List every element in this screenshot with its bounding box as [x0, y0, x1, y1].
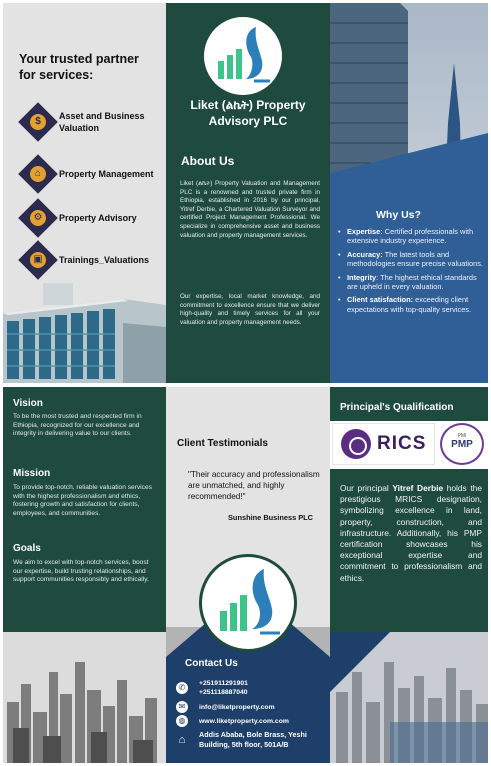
phone-number-2: +251118887040 [199, 689, 248, 696]
service-label: Trainings_Valuations [59, 255, 150, 265]
mission-text: To provide top-notch, reliable valuation services with the highest professionalism and ethics, fostering growth and satisfaction for clients, employees, and communities. [13, 484, 152, 517]
phone-icon: ✆ [176, 682, 188, 694]
contact-phone [176, 679, 248, 697]
testimonials-contact-panel [166, 387, 330, 763]
goals-title: Goals [13, 543, 41, 554]
testimonials-title: Client Testimonials [177, 438, 268, 449]
qualification-text: Our principal Yitref Derbie holds the prestigious MRICS designation, symbolizing excellence in land, property, construction, and infrastructure. Additionally, his PMP certification showcases his exceptional expertise and commitment to professionalism and ethics. [340, 483, 482, 583]
qualification-panel [330, 387, 488, 632]
city-image-left [3, 632, 166, 763]
why-us-title: Why Us? [376, 209, 421, 221]
testimonial-author: Sunshine Business PLC [228, 513, 314, 522]
service-label: Property Management [59, 169, 154, 179]
email-icon: ✉ [176, 701, 188, 713]
contact-email [176, 701, 275, 713]
service-item-trainings [19, 241, 166, 279]
contact-title: Contact Us [185, 658, 238, 669]
qualification-title: Principal's Qualification [340, 402, 454, 413]
service-item-management [19, 155, 166, 193]
service-label: Property Advisory [59, 213, 137, 223]
presentation-icon: ▣ [19, 241, 57, 279]
gears-icon: ⚙ [19, 199, 57, 237]
mission-title: Mission [13, 468, 51, 479]
services-panel [3, 3, 166, 383]
contact-website [176, 715, 289, 727]
list-item: • Client satisfaction: exceeding client expectations with top-quality services. [338, 295, 484, 314]
rics-logo: RICS [332, 423, 435, 465]
about-paragraph-2: Our expertise, local market knowledge, and commitment to excellence ensure that we deliver high-quality and timely services for all your valuation and property management needs. [180, 293, 320, 326]
website-link[interactable]: www.liketproperty.com.com [199, 717, 289, 725]
phone-number-1: +251911291901 [199, 680, 248, 687]
partner-title: Your trusted partner for services: [19, 52, 139, 82]
why-us-panel [330, 3, 488, 383]
list-item: • Expertise: Certified professionals with extensive industry experience. [338, 227, 484, 246]
list-item: • Accuracy: The latest tools and methodologies ensure precise valuations. [338, 250, 484, 269]
house-icon: ⌂ [19, 155, 57, 193]
why-us-list [338, 227, 484, 318]
rics-emblem-icon [341, 429, 371, 459]
about-panel [166, 3, 330, 383]
city-image-right [330, 632, 488, 763]
company-name: Liket (ልኬት) Property Advisory PLC [190, 98, 306, 128]
skyscraper-image [330, 3, 488, 383]
service-item-valuation [19, 103, 159, 141]
glass-building-image [3, 283, 166, 383]
pmp-logo: PMI PMP [440, 423, 484, 465]
vision-mission-panel [3, 387, 166, 632]
contact-address [176, 730, 319, 750]
company-logo-large [199, 554, 297, 652]
service-label: Asset and Business Valuation [59, 111, 145, 133]
goals-text: We aim to excel with top-notch services, boost our expertise, build trusting relationships, and support communities responsibly and ethically. [13, 559, 149, 584]
globe-icon: ◍ [176, 715, 188, 727]
dollar-icon: $ [19, 103, 57, 141]
list-item: • Integrity: The highest ethical standards are upheld in every valuation. [338, 273, 484, 292]
home-icon: ⌂ [178, 734, 186, 746]
about-paragraph-1: Liket (ልኬት) Property Valuation and Management PLC is a renowned and trusted private firm in Ethiopia, established in 2016 by our principal, Yitref Derbie, a Chartered Valuation Surveyor and certified Project Management Professional. We specialize in comprehensive asset and business valuation and property management services. [180, 180, 320, 239]
about-title: About Us [181, 154, 235, 168]
testimonial-quote: "Their accuracy and professionalism are unmatched, and highly recommended!" [188, 470, 320, 501]
vision-title: Vision [13, 398, 43, 409]
service-item-advisory [19, 199, 166, 237]
vision-text: To be the most trusted and respected firm in Ethiopia, recognized for our excellence and integrity in delivering value to our clients. [13, 413, 142, 438]
address-text: Addis Ababa, Bole Brass, Yeshi Building, 5th floor, 501A/B [199, 730, 307, 749]
email-address[interactable]: info@liketproperty.com [199, 703, 275, 711]
company-logo [204, 17, 282, 95]
